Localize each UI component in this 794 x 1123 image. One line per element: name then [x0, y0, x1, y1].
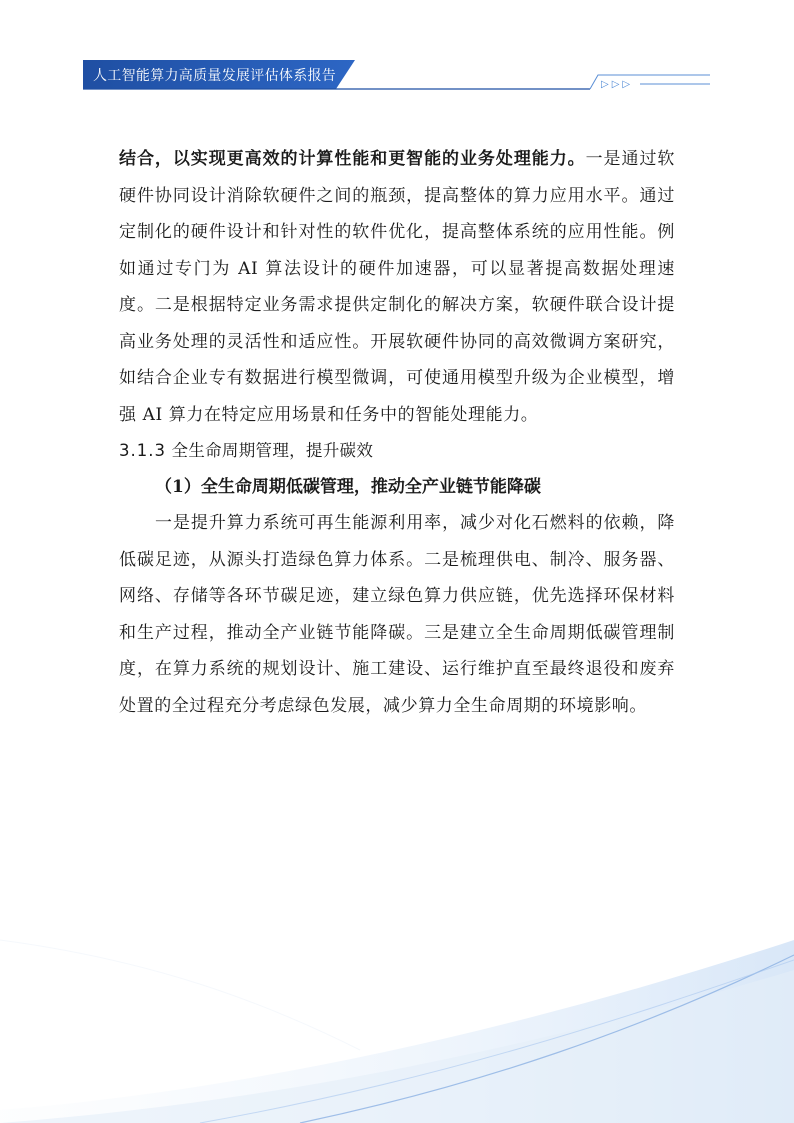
subsection-heading: （1）全生命周期低碳管理，推动全产业链节能降碳 — [155, 477, 541, 497]
background-wave-decoration — [0, 880, 794, 1123]
paragraph-1-lead: 结合，以实现更高效的计算性能和更智能的业务处理能力。 — [119, 149, 586, 169]
header-divider-line — [0, 55, 794, 95]
paragraph-1-text: 一是通过软硬件协同设计消除软硬件之间的瓶颈，提高整体的算力应用水平。通过定制化的硬件设计和针对性的软件优化，提高整体系统的应用性能。例如通过专门为 AI 算法设计的硬件加速器，可以显著提高数据处理速度。二是根据特定业务需求提供定制化的解决方案，软硬件联合设计提高业务处理的灵活性和适应性。开展软硬件协同的高效微调方案研究，如结合企业专有数据进行模型微调，可使通用模型升级为企业模型，增强 AI 算力在特定应用场景和任务中的智能处理能力。 — [119, 149, 675, 425]
section-heading — [119, 433, 675, 469]
paragraph-1 — [119, 141, 675, 433]
section-title: 全生命周期管理，提升碳效 — [171, 441, 374, 460]
paragraph-2: 一是提升算力系统可再生能源利用率，减少对化石燃料的依赖，降低碳足迹，从源头打造绿色算力体系。二是梳理供电、制冷、服务器、网络、存储等各环节碳足迹，建立绿色算力供应链，优先选择环保材料和生产过程，推动全产业链节能降碳。三是建立全生命周期低碳管理制度，在算力系统的规划设计、施工建设、运行维护直至最终退役和废弃处置的全过程充分考虑绿色发展，减少算力全生命周期的环境影响。 — [119, 513, 675, 716]
arrow-decoration-icon: ▷▷▷ — [601, 79, 634, 90]
section-number: 3.1.3 — [119, 441, 166, 460]
document-body — [119, 141, 675, 724]
report-title: 人工智能算力高质量发展评估体系报告 — [93, 68, 337, 84]
